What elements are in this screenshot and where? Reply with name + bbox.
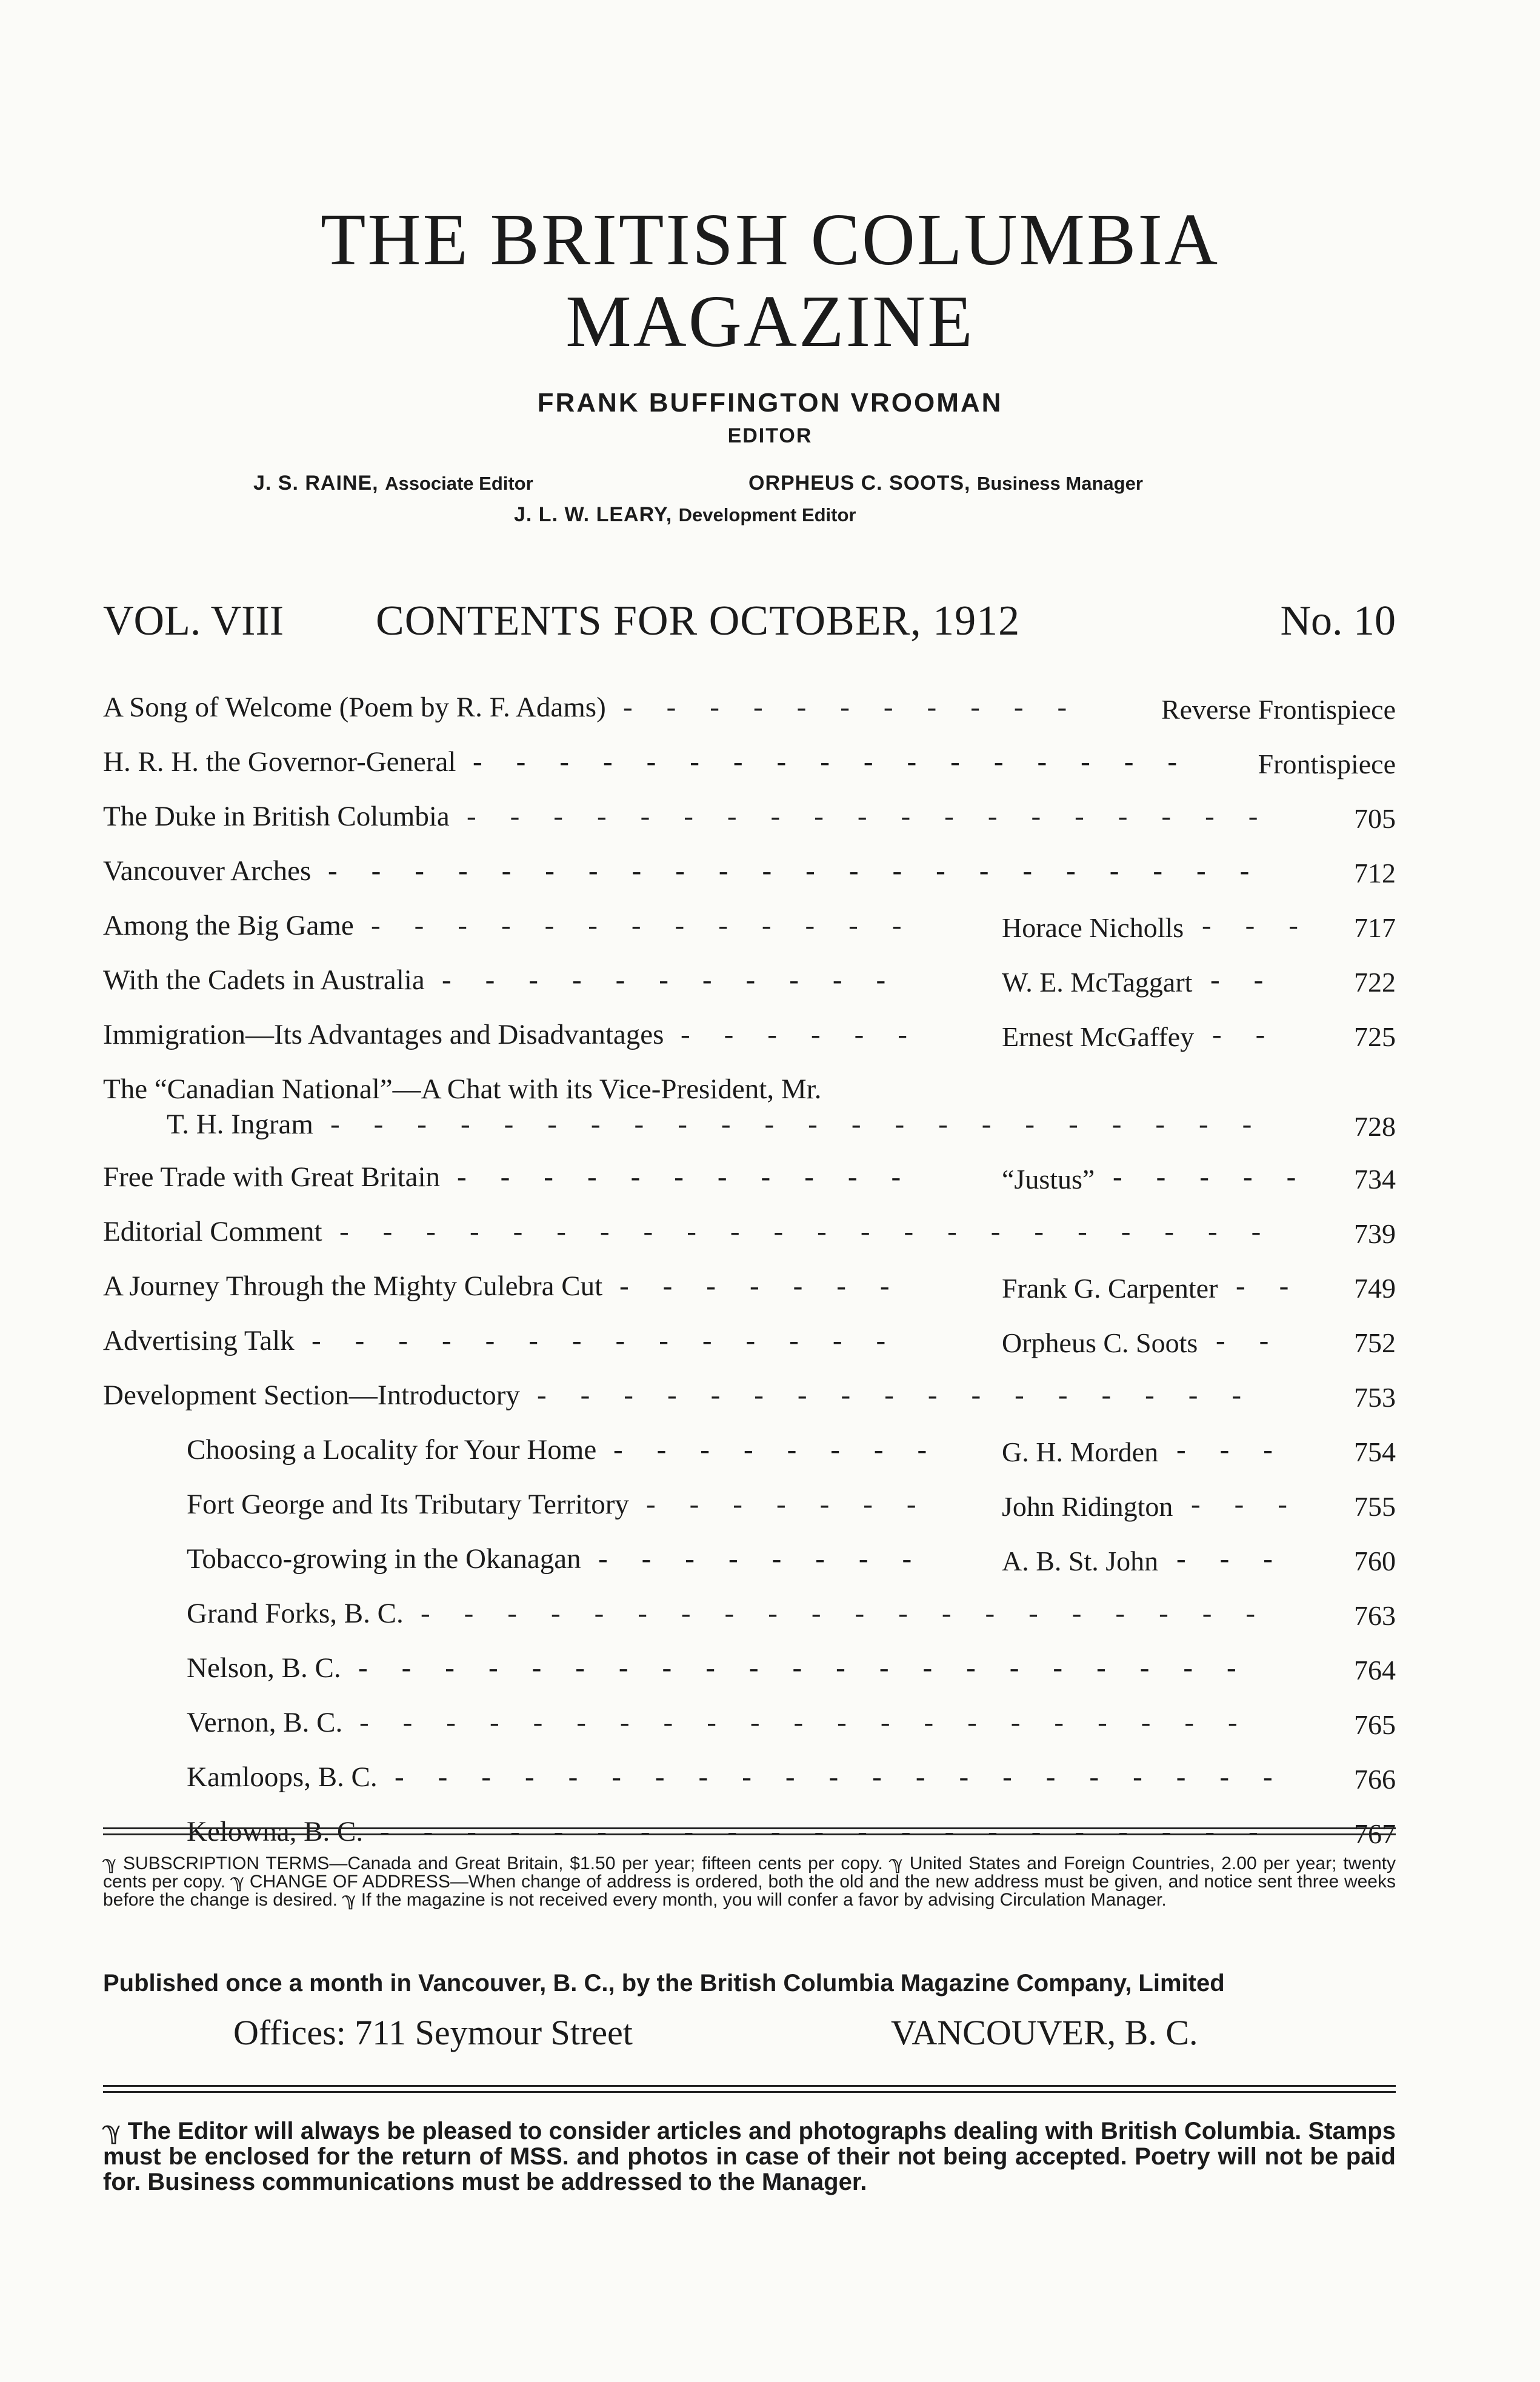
toc-entry-author: A. B. St. John: [1002, 1546, 1159, 1576]
leader-dashes: --------------------: [421, 1598, 1290, 1629]
toc-entry-author: W. E. McTaggart: [1002, 967, 1193, 998]
associate-editor: [253, 472, 533, 495]
subscription-text: —Canada and Great Britain, $1.50 per year; fifteen cents per copy.: [329, 1853, 883, 1873]
toc-entry-page: 717: [1354, 912, 1396, 943]
toc-entry: [103, 691, 1396, 746]
toc-entry-title: Immigration—Its Advantages and Disadvantages: [103, 1019, 664, 1050]
toc-entry: [103, 1761, 1396, 1815]
leader-dashes: -------------: [371, 910, 936, 941]
toc-entry-page: 705: [1354, 803, 1396, 834]
toc-entry-page: 739: [1354, 1218, 1396, 1249]
toc-entry-page: 722: [1354, 967, 1396, 998]
editor-name: FRANK BUFFINGTON VROOMAN: [537, 388, 1003, 418]
double-rule-divider: [103, 1827, 1396, 1835]
table-of-contents: [103, 691, 1396, 1870]
toc-entry-page: 764: [1354, 1655, 1396, 1686]
toc-entry-title: The Duke in British Columbia: [103, 801, 450, 832]
leader-dashes: -----: [1113, 1161, 1330, 1193]
toc-entry-title: Fort George and Its Tributary Territory: [187, 1489, 629, 1520]
leader-dashes: --: [1212, 1019, 1299, 1050]
toc-entry: [103, 964, 1396, 1018]
toc-entry-title: Free Trade with Great Britain: [103, 1161, 441, 1193]
leader-dashes: ---: [1176, 1543, 1307, 1575]
toc-entry-title: Kamloops, B. C.: [187, 1761, 378, 1793]
paragraph-mark-icon: ℽ: [889, 1853, 903, 1873]
toc-entry: [103, 1597, 1396, 1652]
leader-dashes: -------: [619, 1270, 924, 1302]
leader-dashes: --: [1236, 1270, 1323, 1302]
address-change-label: CHANGE OF ADDRESS: [249, 1872, 450, 1892]
toc-entry-title: The “Canadian National”—A Chat with its Vice-President, Mr.: [103, 1073, 822, 1105]
leader-dashes: --------: [598, 1543, 946, 1575]
editor-notice-text: The Editor will always be pleased to consider articles and photographs dealing with British Columbia. Stamps must be enclosed for the return of MSS. and photos in case of their not being accepted. Poetry will not be paid for. Business communications must be addressed to the Manager.: [103, 2118, 1396, 2195]
toc-entry: [103, 1018, 1396, 1073]
leader-dashes: --: [1216, 1325, 1303, 1356]
toc-entry-title: Advertising Talk: [103, 1325, 295, 1356]
leader-dashes: ---: [1191, 1489, 1321, 1520]
contents-heading: CONTENTS FOR OCTOBER, 1912: [376, 598, 1021, 644]
toc-entry: [103, 800, 1396, 855]
leader-dashes: --------: [613, 1434, 961, 1466]
published-line: Published once a month in Vancouver, B. C., by the British Columbia Magazine Company, Limited: [103, 1970, 1225, 1997]
toc-entry-title: Among the Big Game: [103, 910, 354, 941]
toc-entry-page: 767: [1354, 1818, 1396, 1849]
toc-entry-author: Orpheus C. Soots: [1002, 1327, 1198, 1358]
toc-entry-title: H. R. H. the Governor-General: [103, 746, 456, 778]
leader-dashes: ----------------------: [339, 1216, 1295, 1247]
toc-entry-title: Vancouver Arches: [103, 855, 312, 887]
address-change-text: —When change of address is ordered, both the old and the new address must be given, and notice sent three weeks before the change is desired.: [103, 1872, 1396, 1910]
toc-entry-page: 734: [1354, 1164, 1396, 1195]
toc-entry-author: John Ridington: [1002, 1491, 1173, 1522]
leader-dashes: -------: [646, 1489, 950, 1520]
toc-entry: [103, 1543, 1396, 1597]
toc-entry-title-continued: T. H. Ingram: [167, 1109, 313, 1140]
leader-dashes: -----------------: [473, 746, 1212, 778]
toc-entry-title: Editorial Comment: [103, 1216, 322, 1247]
toc-entry-page: 760: [1354, 1546, 1396, 1576]
toc-entry: [103, 1488, 1396, 1543]
associate-editor-role: Associate Editor: [385, 473, 533, 494]
toc-entry-page: 712: [1354, 858, 1396, 889]
toc-entry-title: With the Cadets in Australia: [103, 964, 425, 996]
leader-dashes: -----------------: [537, 1379, 1276, 1411]
toc-entry-page: 766: [1354, 1764, 1396, 1795]
toc-entry: [103, 909, 1396, 964]
magazine-title-line-2: MAGAZINE: [565, 281, 975, 362]
toc-entry: [103, 1161, 1396, 1215]
development-editor-role: Development Editor: [678, 504, 856, 525]
toc-entry: [103, 746, 1396, 800]
toc-entry-title: Kelowna, B. C.: [187, 1816, 364, 1847]
double-rule-divider: [103, 2085, 1396, 2093]
leader-dashes: --------------: [312, 1325, 920, 1356]
associate-editor-name: J. S. RAINE,: [253, 472, 379, 495]
subscription-fine-print: [103, 1855, 1396, 1909]
development-editor-name: J. L. W. LEARY,: [514, 503, 673, 526]
paragraph-mark-icon: ℽ: [230, 1872, 245, 1892]
toc-entry-page: 725: [1354, 1021, 1396, 1052]
leader-dashes: ------: [681, 1019, 941, 1050]
toc-entry-title: Development Section—Introductory: [103, 1379, 520, 1411]
paragraph-mark-icon: ℽ: [342, 1890, 356, 1910]
leader-dashes: -------------------: [467, 801, 1292, 832]
toc-entry-page: 753: [1354, 1382, 1396, 1413]
toc-entry-page: 763: [1354, 1600, 1396, 1631]
toc-entry-title: Nelson, B. C.: [187, 1652, 341, 1684]
leader-dashes: ---: [1176, 1434, 1307, 1466]
receipt-text: If the magazine is not received every month, you will confer a favor by advising Circulation Manager.: [361, 1890, 1167, 1910]
leader-dashes: ----------------------: [330, 1109, 1286, 1140]
toc-entry: [103, 855, 1396, 909]
leader-dashes: ---------------------: [359, 1707, 1272, 1738]
toc-entry-page: 752: [1354, 1327, 1396, 1358]
toc-entry: [103, 1652, 1396, 1706]
toc-entry: [103, 1324, 1396, 1379]
toc-entry-page: 755: [1354, 1491, 1396, 1522]
toc-entry: [103, 1706, 1396, 1761]
leader-dashes: ----------------------: [328, 855, 1284, 887]
leader-dashes: ---------------------: [380, 1816, 1292, 1847]
business-manager-role: Business Manager: [976, 473, 1143, 494]
magazine-title-line-1: THE BRITISH COLUMBIA: [320, 199, 1220, 281]
paragraph-mark-icon: ℽ: [103, 1853, 117, 1873]
toc-entry-page: Frontispiece: [1258, 749, 1396, 779]
leader-dashes: -----------: [623, 692, 1101, 723]
toc-entry-page: Reverse Frontispiece: [1161, 694, 1396, 725]
paragraph-mark-icon: ℽ: [103, 2118, 121, 2144]
toc-entry-author: Frank G. Carpenter: [1002, 1273, 1218, 1304]
editor-notice: [103, 2118, 1396, 2195]
offices-address: Offices: 711 Seymour Street: [233, 2013, 633, 2052]
leader-dashes: -----------: [442, 964, 920, 996]
toc-entry-title: A Journey Through the Mighty Culebra Cut: [103, 1270, 603, 1302]
toc-entry-page: 754: [1354, 1436, 1396, 1467]
volume-label: VOL. VIII: [103, 598, 284, 644]
subscription-label: SUBSCRIPTION TERMS: [122, 1853, 330, 1873]
toc-entry: [103, 1270, 1396, 1324]
toc-entry-page: 749: [1354, 1273, 1396, 1304]
toc-entry-author: G. H. Morden: [1002, 1436, 1159, 1467]
toc-entry-page: 728: [1354, 1111, 1396, 1142]
toc-entry-page: 765: [1354, 1709, 1396, 1740]
toc-entry-author: Horace Nicholls: [1002, 912, 1184, 943]
toc-entry: [103, 1073, 1396, 1161]
toc-entry-title: Tobacco-growing in the Okanagan: [187, 1543, 581, 1575]
business-manager-name: ORPHEUS C. SOOTS,: [748, 472, 971, 495]
toc-entry: [103, 1215, 1396, 1270]
foreign-subscription-text: United States and Foreign Countries, 2.00 per year; twenty cents per copy.: [103, 1853, 1396, 1892]
toc-entry-title: Grand Forks, B. C.: [187, 1598, 404, 1629]
offices-city: VANCOUVER, B. C.: [891, 2013, 1198, 2052]
development-editor: [514, 503, 856, 527]
business-manager: [748, 472, 1143, 495]
issue-number: No. 10: [1280, 598, 1396, 644]
toc-entry-title: Vernon, B. C.: [187, 1707, 343, 1738]
toc-entry-author: “Justus”: [1002, 1164, 1095, 1195]
leader-dashes: ---------------------: [358, 1652, 1270, 1684]
toc-entry-title: A Song of Welcome (Poem by R. F. Adams): [103, 692, 606, 723]
toc-entry-title: Choosing a Locality for Your Home: [187, 1434, 597, 1466]
toc-entry: [103, 1379, 1396, 1433]
leader-dashes: ---: [1202, 910, 1332, 941]
editor-role: EDITOR: [727, 424, 813, 447]
toc-entry-author: Ernest McGaffey: [1002, 1021, 1195, 1052]
toc-entry: [103, 1433, 1396, 1488]
leader-dashes: -----------: [457, 1161, 935, 1193]
leader-dashes: --: [1210, 964, 1298, 996]
leader-dashes: ---------------------: [395, 1761, 1307, 1793]
